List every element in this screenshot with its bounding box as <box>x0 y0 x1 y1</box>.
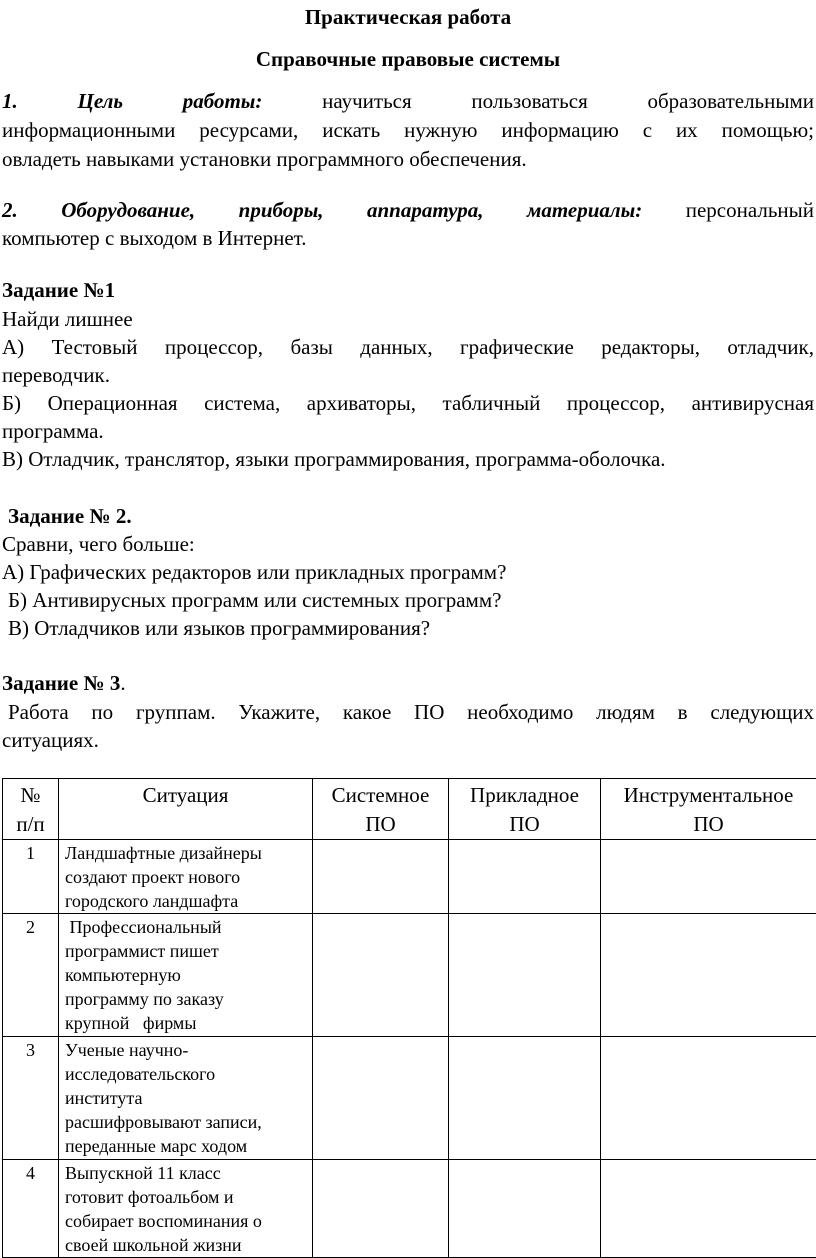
software-situations-table <box>2 778 816 1258</box>
row-tools-cell[interactable] <box>601 1160 816 1258</box>
task2-option-c: В) Отладчиков или языков программирования? <box>8 615 816 642</box>
task2-heading: Задание № 2. <box>8 503 816 530</box>
row-situation <box>59 1037 313 1160</box>
situation-line: создают проект нового <box>65 865 308 889</box>
header-number-line-2: п/п <box>3 810 58 839</box>
equipment-line-1 <box>2 197 814 224</box>
row-system-cell[interactable] <box>313 840 449 914</box>
task1-option-a-line-2: переводчик. <box>2 362 814 389</box>
situation-line: Выпускной 11 класс <box>65 1161 308 1185</box>
row-situation <box>59 840 313 914</box>
goal-line-1 <box>2 88 814 115</box>
situation-line: готовит фотоальбом и <box>65 1185 308 1209</box>
row-number: 1 <box>3 840 59 914</box>
row-tools-cell[interactable] <box>601 840 816 914</box>
task1-heading: Задание №1 <box>2 277 814 304</box>
task1-option-c: В) Отладчик, транслятор, языки программирования, программа-оболочка. <box>2 446 814 473</box>
goal-line-2: информационными ресурсами, искать нужную информацию с их помощью; <box>2 117 814 144</box>
table-header-row <box>3 779 816 840</box>
page-subtitle: Справочные правовые системы <box>0 46 816 73</box>
situation-line: городского ландшафта <box>65 889 308 913</box>
situation-line: крупной фирмы <box>65 1011 308 1035</box>
header-tools-line-2: ПО <box>601 810 816 839</box>
situation-line: программист пишет <box>65 939 308 963</box>
row-system-cell[interactable] <box>313 914 449 1037</box>
row-tools-cell[interactable] <box>601 1037 816 1160</box>
task3-heading-suffix: . <box>120 671 125 695</box>
equipment-label: 2. Оборудование, приборы, аппаратура, материалы: <box>2 198 642 222</box>
header-situation <box>59 779 313 840</box>
task2-intro: Сравни, чего больше: <box>2 531 814 558</box>
row-situation <box>59 1160 313 1258</box>
header-system-line-1: Системное <box>313 781 448 810</box>
row-applied-cell[interactable] <box>449 1037 601 1160</box>
row-applied-cell[interactable] <box>449 1160 601 1258</box>
header-number <box>3 779 59 840</box>
task1-option-b-line-1: Б) Операционная система, архиваторы, табличный процессор, антивирусная <box>2 390 814 417</box>
table-row <box>3 840 816 914</box>
row-system-cell[interactable] <box>313 1160 449 1258</box>
row-system-cell[interactable] <box>313 1037 449 1160</box>
header-system-software <box>313 779 449 840</box>
situation-line: Профессиональный <box>65 915 308 939</box>
situation-line: программу по заказу <box>65 987 308 1011</box>
header-applied-line-2: ПО <box>449 810 600 839</box>
situation-line: расшифровывают записи, <box>65 1110 308 1134</box>
situation-line: своей школьной жизни <box>65 1233 308 1257</box>
row-tools-cell[interactable] <box>601 914 816 1037</box>
task3-heading: Задание № 3 <box>2 671 120 695</box>
header-situation-label: Ситуация <box>59 781 312 810</box>
situation-line: компьютерную <box>65 963 308 987</box>
header-number-line-1: № <box>3 781 58 810</box>
goal-line-3: овладеть навыками установки программного обеспечения. <box>2 146 814 173</box>
row-situation <box>59 914 313 1037</box>
page-title: Практическая работа <box>0 4 816 31</box>
situation-line: собирает воспоминания о <box>65 1209 308 1233</box>
goal-text-1: научиться пользоваться образовательными <box>322 89 814 113</box>
header-applied-software <box>449 779 601 840</box>
situation-line: исследовательского <box>65 1062 308 1086</box>
equipment-line-2: компьютер с выходом в Интернет. <box>2 225 814 252</box>
header-applied-line-1: Прикладное <box>449 781 600 810</box>
equipment-text-1: персональный <box>686 198 814 222</box>
situation-line: Ученые научно- <box>65 1038 308 1062</box>
task2-option-a: А) Графических редакторов или прикладных программ? <box>2 559 814 586</box>
header-tools-software <box>601 779 816 840</box>
row-number: 4 <box>3 1160 59 1258</box>
task3-text-line-1: Работа по группам. Укажите, какое ПО необходимо людям в следующих <box>8 699 814 726</box>
task3-text-line-2: ситуациях. <box>2 727 814 754</box>
task2-option-b: Б) Антивирусных программ или системных программ? <box>8 587 816 614</box>
row-applied-cell[interactable] <box>449 840 601 914</box>
header-tools-line-1: Инструментальное <box>601 781 816 810</box>
task3-heading-line <box>2 670 814 697</box>
situation-line: переданные марс ходом <box>65 1134 308 1158</box>
situation-line: института <box>65 1086 308 1110</box>
table-row <box>3 1037 816 1160</box>
task1-intro: Найди лишнее <box>2 306 814 333</box>
row-number: 3 <box>3 1037 59 1160</box>
goal-label: 1. Цель работы: <box>2 89 262 113</box>
row-applied-cell[interactable] <box>449 914 601 1037</box>
situation-line: Ландшафтные дизайнеры <box>65 841 308 865</box>
row-number: 2 <box>3 914 59 1037</box>
table-row <box>3 914 816 1037</box>
table-row <box>3 1160 816 1258</box>
task1-option-a-line-1: А) Тестовый процессор, базы данных, графические редакторы, отладчик, <box>2 334 814 361</box>
task1-option-b-line-2: программа. <box>2 418 814 445</box>
header-system-line-2: ПО <box>313 810 448 839</box>
